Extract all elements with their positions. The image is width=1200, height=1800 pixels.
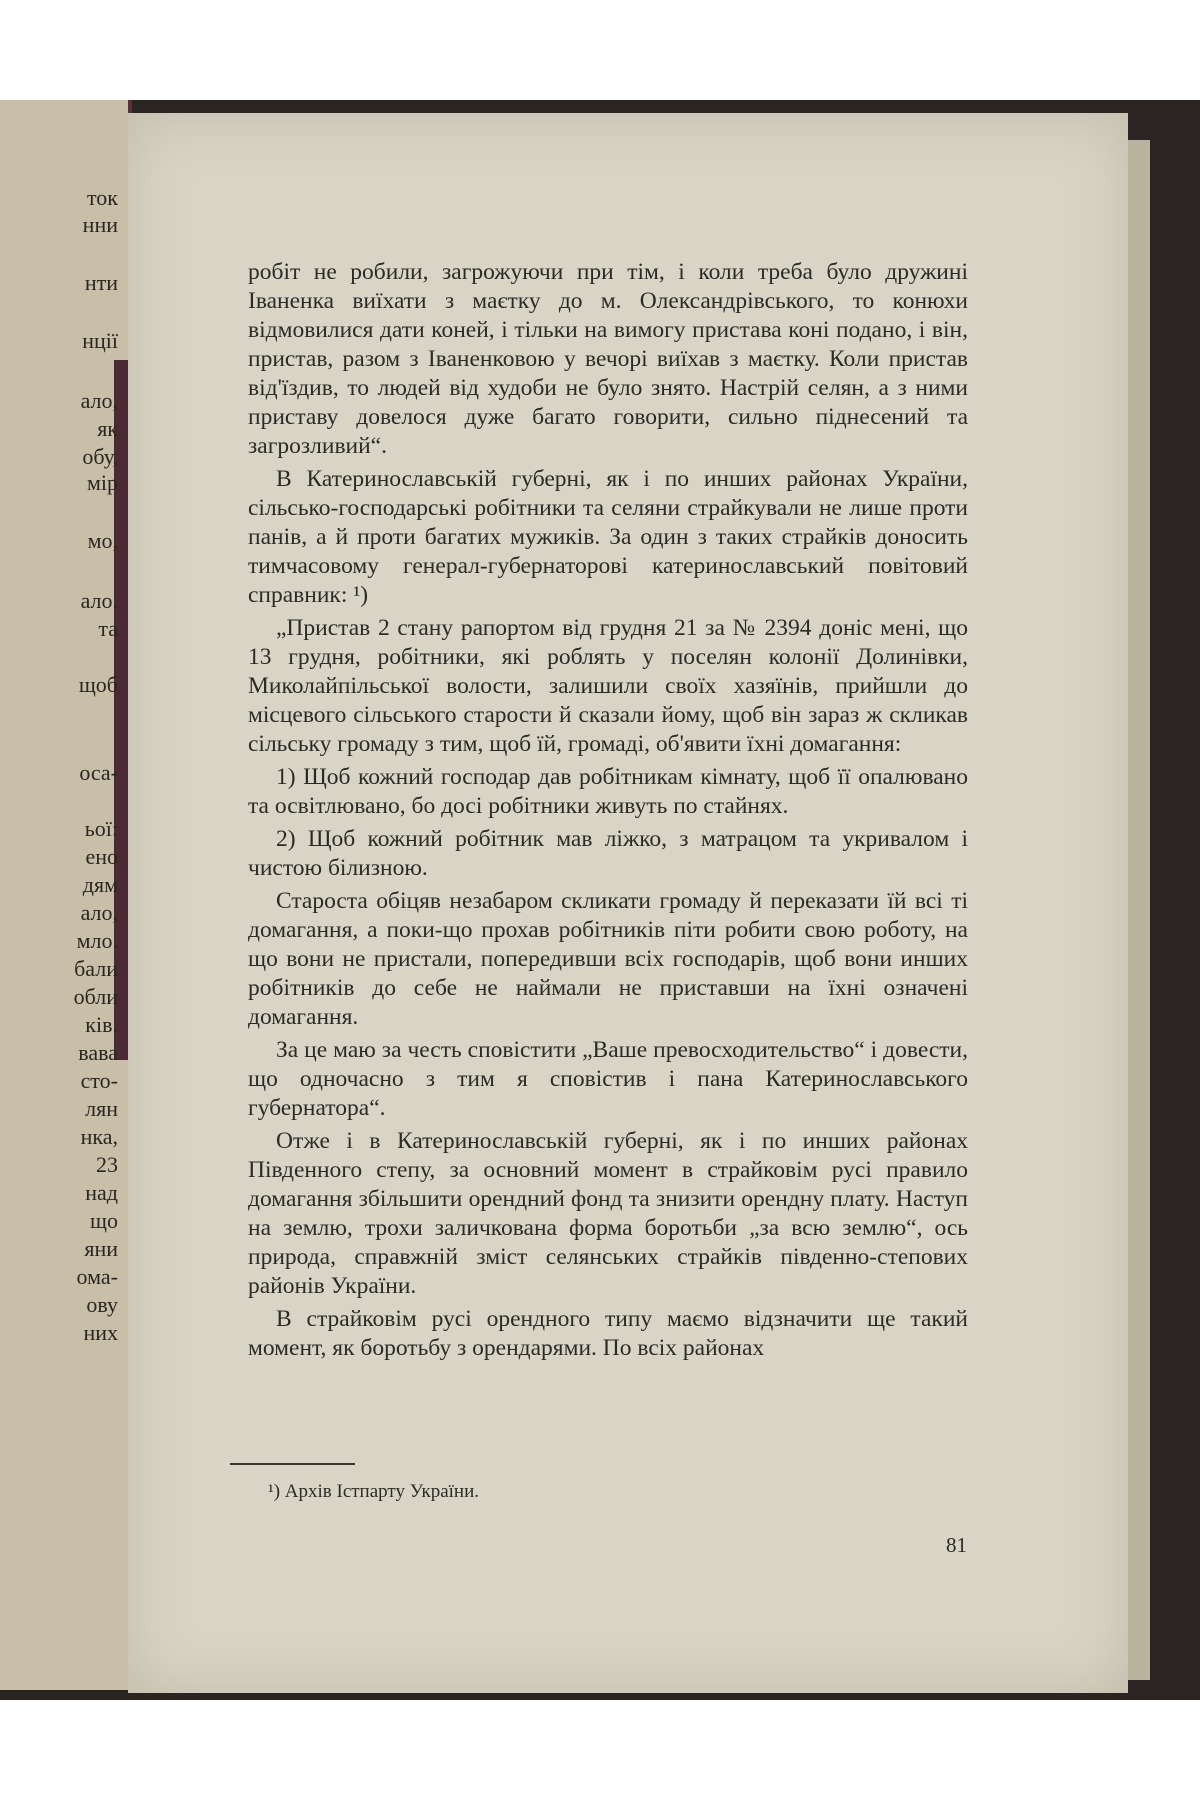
- left-page-fragment: що: [90, 1208, 118, 1233]
- book-page: [128, 113, 1128, 1693]
- left-page-fragment: ало.: [80, 588, 118, 613]
- left-page-fragment: яни: [84, 1236, 118, 1261]
- left-page-fragment: ало,: [80, 388, 118, 413]
- left-page-fragment: нти: [84, 270, 118, 295]
- paragraph: В страйковім русі орендного типу маємо відзначити ще такий момент, як боротьбу з орендарями. По всіх районах: [248, 1306, 968, 1361]
- left-page-fragment: ків.: [85, 1012, 118, 1037]
- paragraph: Отже і в Катеринославській губерні, як і по инших районах Південного степу, за основний момент в страйковім русі правило домагання збільшити орендний фонд та знизити орендну плату. Наступ на землю, трохи заличкована форма боротьби „за всю землю“, ось природа, справжній зміст селянських страйків південно-степових районів України.: [248, 1128, 968, 1299]
- paragraph: В Катеринославській губерні, як і по инших районах України, сільсько-господарські робітники та селяни страйкували не лише проти панів, а й проти багатих мужиків. За один з таких страйків доносить тимчасовому генерал-губернаторові катеринославський повітовий справник: ¹): [248, 466, 968, 608]
- left-page-fragment: обу,: [82, 444, 118, 469]
- left-page-fragment: та: [98, 616, 118, 641]
- left-page-fragment: ьої:: [84, 816, 118, 841]
- left-page-fragment: обли: [73, 984, 118, 1009]
- left-page-fragment: лян: [85, 1096, 118, 1121]
- paragraph: 1) Щоб кожний господар дав робітникам кімнату, щоб її опалювано та освітлювано, бо досі робітники живуть по стайнях.: [248, 764, 968, 819]
- paragraph: „Пристав 2 стану рапортом від грудня 21 за № 2394 доніс мені, що 13 грудня, робітники, які роблять у поселян колонії Долинівки, Миколайпільської волости, залишили своїх хазяїнів, прийшли до місцевого сільського старости й сказали йому, щоб він зараз ж скликав сільську громаду з тим, щоб їй, громаді, об'явити їхні домагання:: [248, 615, 968, 757]
- left-page-fragment: вава: [78, 1040, 118, 1065]
- page-number: 81: [946, 1533, 967, 1557]
- left-page-fragment: ало,: [80, 900, 118, 925]
- left-page-fragment: дям: [82, 872, 118, 897]
- left-page-fragment: мло.: [76, 928, 118, 953]
- left-page-fragment: 23: [96, 1152, 118, 1177]
- left-page-fragment: сто-: [80, 1068, 118, 1093]
- paragraph: Староста обіцяв незабаром скликати громаду й переказати їй всі ті домагання, а поки-що прохав робітників піти робити свою роботу, на що вони не пристали, попередивши всіх господарів, щоб вони инших робітників до себе не наймали не приставши на їхні означені домагання.: [248, 888, 968, 1030]
- left-page-fragment: нції: [82, 328, 118, 353]
- left-page-fragment: ток: [86, 185, 118, 210]
- left-page-fragment: мір: [86, 470, 118, 495]
- left-page-fragment: щоб: [78, 672, 118, 697]
- left-page-fragment: ову: [86, 1292, 118, 1317]
- left-page-fragment: як: [97, 416, 118, 441]
- paragraph: 2) Щоб кожний робітник мав ліжко, з матрацом та укривалом і чистою білизною.: [248, 826, 968, 881]
- paragraph: робіт не робили, загрожуючи при тім, і коли треба було дружині Іваненка виїхати з маєтку до м. Олександрівського, то конюхи відмовилися дати коней, і тільки на вимогу пристава коні подано, і він, пристав, разом з Іваненковою у вечорі виїхав з маєтку. Коли пристав від'їздив, то людей від худоби не було знято. Настрій селян, а з ними приставу довелося дуже багато говорити, сильно піднесений та загрозливий“.: [248, 259, 968, 459]
- left-page-fragment: нка,: [80, 1124, 118, 1149]
- left-page-fragment: над: [85, 1180, 118, 1205]
- left-page-fragment: бали: [74, 956, 118, 981]
- left-page-fragment: ома-: [76, 1264, 118, 1289]
- left-page-fragment: ено: [85, 844, 118, 869]
- left-page: [0, 100, 132, 1690]
- left-page-fragment: них: [83, 1320, 118, 1345]
- body-text: [248, 258, 968, 1367]
- paragraph: За це маю за честь сповістити „Ваше превосходительство“ і довести, що одночасно з тим я сповістив і пана Катеринославського губернатора“.: [248, 1037, 968, 1121]
- left-page-fragment: мо,: [87, 528, 118, 553]
- left-page-fragment: нни: [82, 212, 118, 237]
- left-page-fragment: оса-: [79, 760, 118, 785]
- footnote: ¹) Архів Істпарту України.: [268, 1481, 480, 1502]
- page-edge: [1128, 140, 1150, 1680]
- footnote-rule: [230, 1463, 355, 1465]
